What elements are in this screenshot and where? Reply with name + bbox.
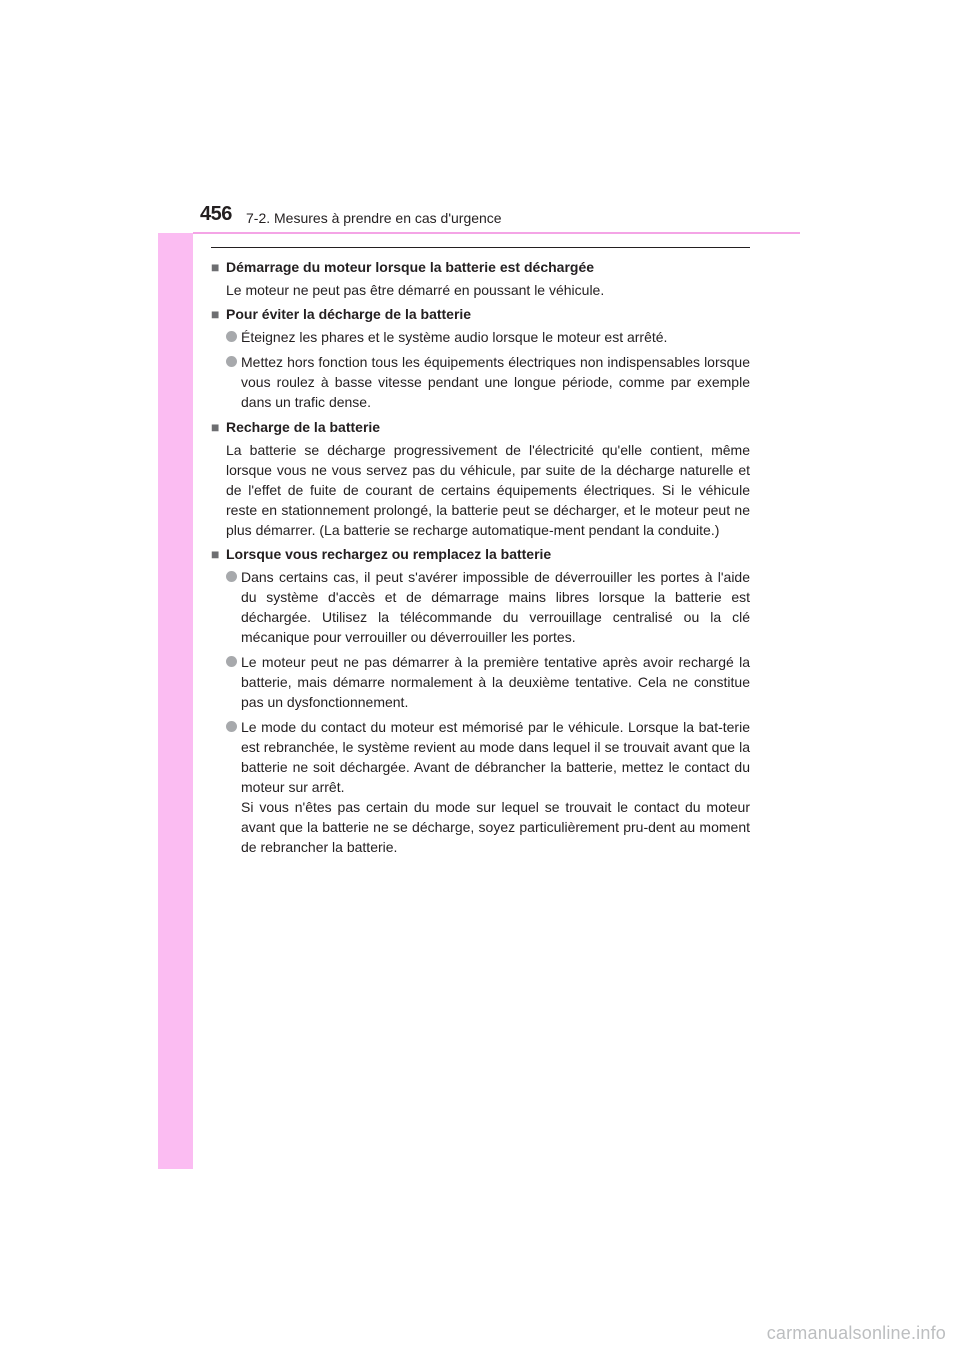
page-number: 456 [200,203,232,225]
section-title: 7-2. Mesures à prendre en cas d'urgence [246,210,502,226]
list-item [211,352,750,412]
section-heading [211,304,750,324]
watermark: carmanualsonline.info [766,1323,946,1343]
content-divider [211,247,750,248]
section-recharge [211,417,750,540]
section-heading [211,544,750,564]
list-item [211,717,750,857]
circle-bullet-icon [226,571,237,582]
list-item [211,652,750,712]
square-bullet-icon: ■ [211,546,220,562]
circle-bullet-icon [226,331,237,342]
section-prevent-discharge [211,304,750,412]
square-bullet-icon: ■ [211,419,220,435]
square-bullet-icon: ■ [211,306,220,322]
section-heading-text: Démarrage du moteur lorsque la batterie est déchargée [226,259,595,275]
square-bullet-icon: ■ [211,259,220,275]
circle-bullet-icon [226,721,237,732]
list-item-text: Dans certains cas, il peut s'avérer impossible de déverrouiller les portes à l'aide du système d'accès et de démarrage mains libres lorsque la batterie est déchargée. Utilisez la télécommande du verrouillage centralisé ou la clé mécanique pour verrouiller ou déverrouiller les portes. [241,569,750,645]
paragraph: La batterie se décharge progressivement de l'électricité qu'elle contient, même lorsque vous ne vous servez pas du véhicule, par suite de la décharge naturelle et de l'effet de fuite de courant de certains équipements électriques. Si le véhicule reste en stationnement prolongé, la batterie peut se décharger, et le moteur peut ne plus démarrer. (La batterie se recharge automatique-ment pendant la conduite.) [226,442,750,538]
paragraph: Le moteur ne peut pas être démarré en poussant le véhicule. [226,282,605,298]
section-heading-text: Recharge de la batterie [226,419,381,435]
section-heading [211,257,750,277]
section-heading-text: Pour éviter la décharge de la batterie [226,306,472,322]
list-item [211,327,750,347]
side-tab-strip [158,186,193,1169]
circle-bullet-icon [226,356,237,367]
section-heading [211,417,750,437]
circle-bullet-icon [226,656,237,667]
header-rule [193,232,800,234]
list-item-text: Le moteur peut ne pas démarrer à la première tentative après avoir rechargé la batterie, mais démarre normalement à la deuxième tentative. Cela ne constitue pas un dysfonctionnement. [241,654,750,710]
list-item-text: Le mode du contact du moteur est mémorisé par le véhicule. Lorsque la bat-terie est rebranchée, le système revient au mode dans lequel il se trouvait avant que la batterie ne soit déchargée. Avant de débrancher la batterie, mettez le contact du moteur sur arrêt. Si vous n'êtes pas certain du mode sur lequel se trouvait le contact du moteur avant que la batterie ne se décharge, soyez particulièrement pru-dent au moment de rebrancher la batterie. [241,719,750,855]
list-item-text: Mettez hors fonction tous les équipements électriques non indispensables lorsque vous roulez à basse vitesse pendant une longue période, comme par exemple dans un trafic dense. [241,354,750,410]
list-item-text: Éteignez les phares et le système audio lorsque le moteur est arrêté. [241,329,668,345]
content-body [211,257,750,862]
section-heading-text: Lorsque vous rechargez ou remplacez la batterie [226,546,552,562]
section-replace-battery [211,544,750,857]
section-battery-start [211,257,750,300]
list-item [211,567,750,647]
